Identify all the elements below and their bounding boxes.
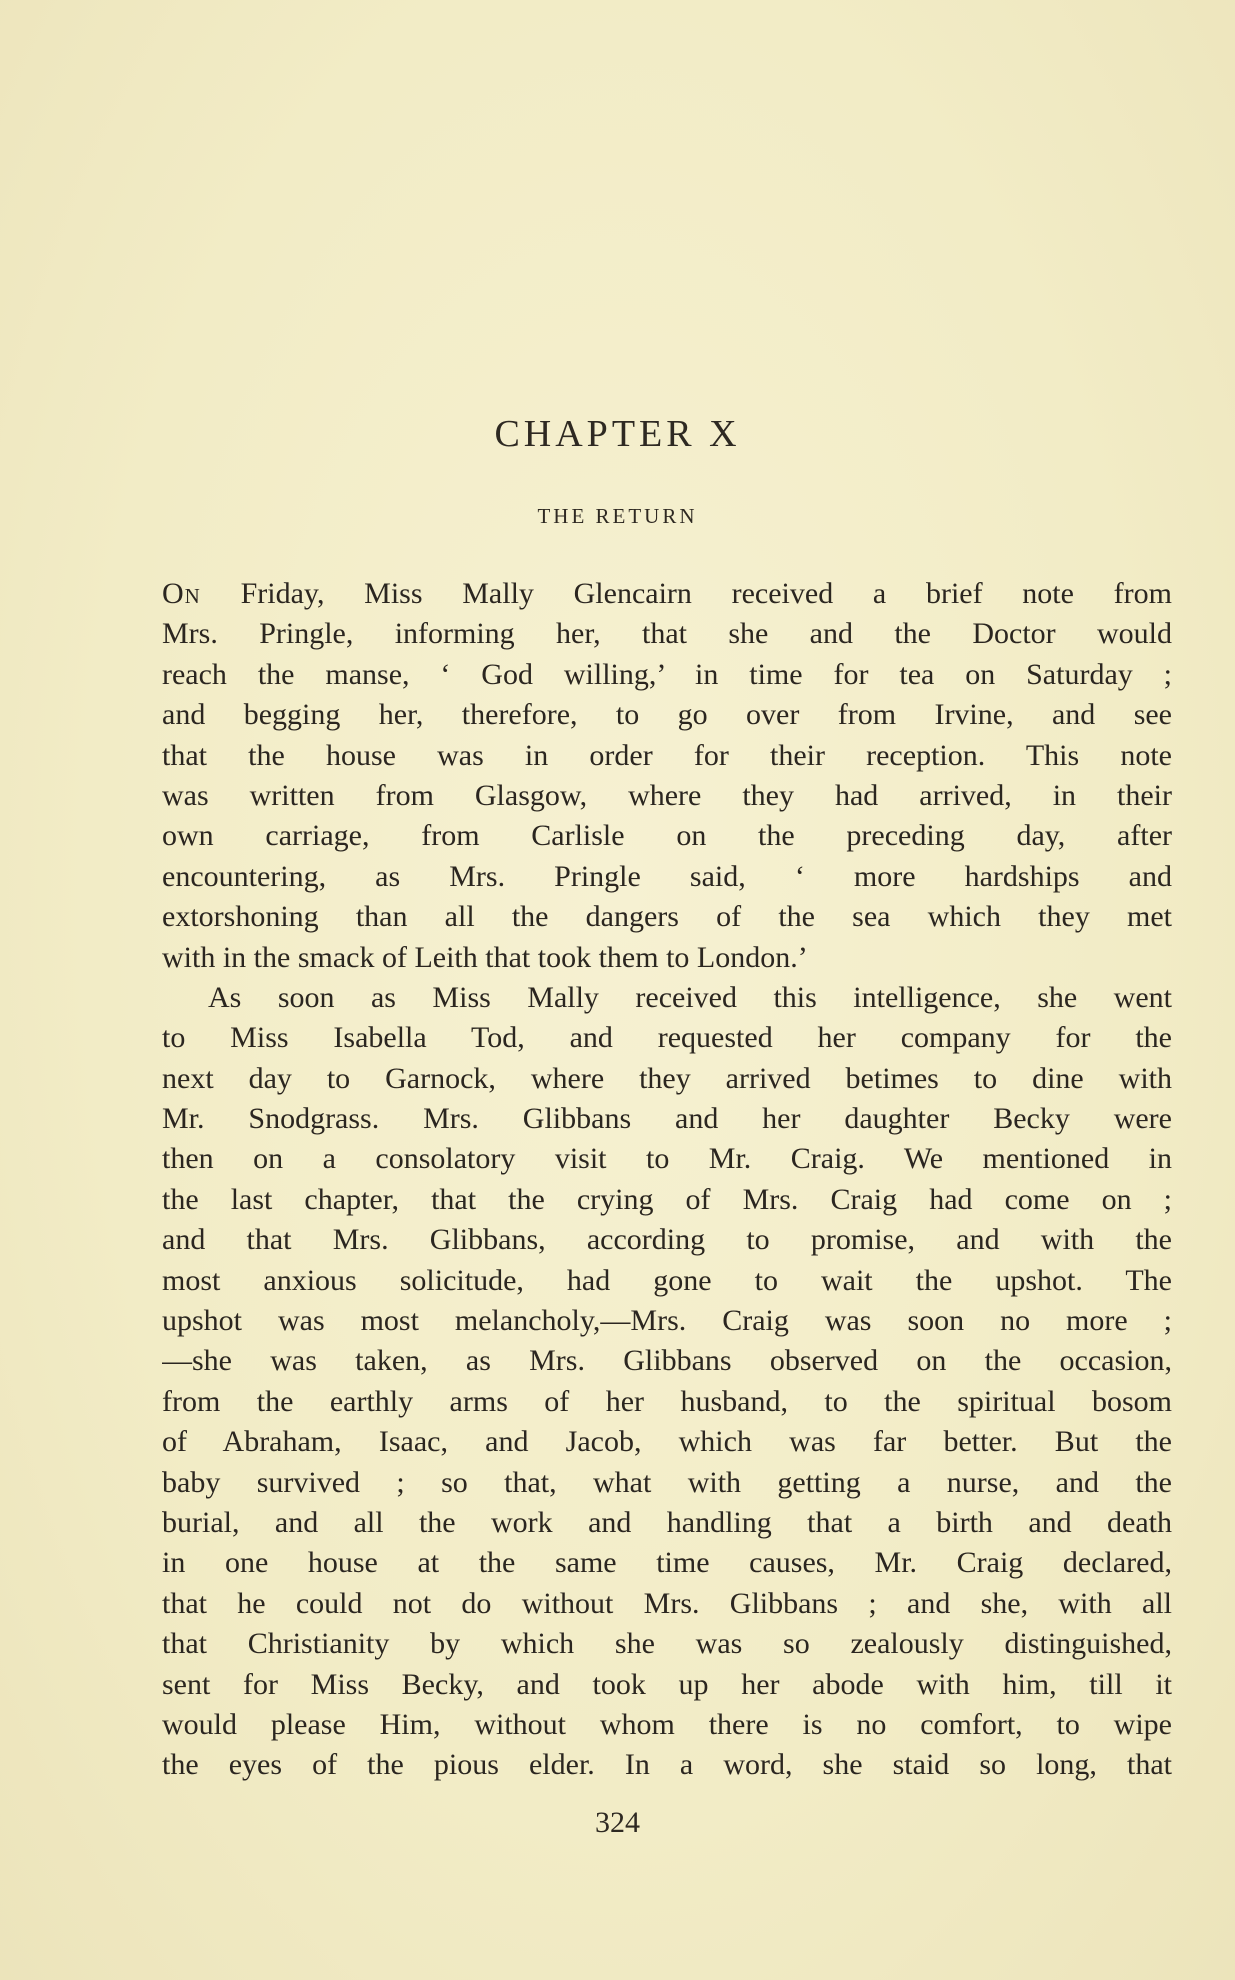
text-line: the eyes of the pious elder. In a word, she staid so long, that	[162, 1748, 1172, 1782]
text-line: baby survived ; so that, what with getting a nurse, and the	[162, 1465, 1172, 1499]
page-number: 324	[595, 1806, 640, 1839]
body-text	[162, 574, 1172, 1786]
text-line: As soon as Miss Mally received this intelligence, she went	[208, 980, 1172, 1014]
text-line: the last chapter, that the crying of Mrs. Craig had come on ;	[162, 1182, 1172, 1216]
text-line: in one house at the same time causes, Mr. Craig declared,	[162, 1546, 1172, 1580]
opening-word: On	[162, 577, 201, 610]
text-line: to Miss Isabella Tod, and requested her company for the	[162, 1021, 1172, 1055]
text-line: from the earthly arms of her husband, to the spiritual bosom	[162, 1384, 1172, 1418]
text-line: that Christianity by which she was so zealously distinguished,	[162, 1627, 1172, 1661]
text-line: reach the manse, ‘ God willing,’ in time for tea on Saturday ;	[162, 657, 1172, 691]
text-line: would please Him, without whom there is no comfort, to wipe	[162, 1707, 1172, 1741]
text-line: was written from Glasgow, where they had arrived, in their	[162, 778, 1172, 812]
text-line: with in the smack of Leith that took them to London.’	[162, 940, 808, 974]
chapter-heading: CHAPTER X	[494, 413, 741, 455]
text-line: and that Mrs. Glibbans, according to promise, and with the	[162, 1223, 1172, 1257]
text-line: of Abraham, Isaac, and Jacob, which was far better. But the	[162, 1425, 1172, 1459]
text-line: that he could not do without Mrs. Glibbans ; and she, with all	[162, 1586, 1172, 1620]
text-line	[162, 574, 1172, 614]
text-line: own carriage, from Carlisle on the preceding day, after	[162, 819, 1172, 853]
text-line: next day to Garnock, where they arrived betimes to dine with	[162, 1061, 1172, 1095]
text-line: most anxious solicitude, had gone to wait the upshot. The	[162, 1263, 1172, 1297]
text-line: burial, and all the work and handling that a birth and death	[162, 1505, 1172, 1539]
text-line: —she was taken, as Mrs. Glibbans observed on the occasion,	[162, 1344, 1172, 1378]
text-line: sent for Miss Becky, and took up her abode with him, till it	[162, 1667, 1172, 1701]
text-line: and begging her, therefore, to go over from Irvine, and see	[162, 698, 1172, 732]
text-line: that the house was in order for their reception. This note	[162, 738, 1172, 772]
first-line-text: Friday, Miss Mally Glencairn received a brief note from	[200, 577, 1172, 610]
chapter-title: THE RETURN	[537, 504, 698, 528]
text-line: Mrs. Pringle, informing her, that she and the Doctor would	[162, 617, 1172, 651]
text-line: then on a consolatory visit to Mr. Craig. We mentioned in	[162, 1142, 1172, 1176]
text-line: encountering, as Mrs. Pringle said, ‘ more hardships and	[162, 859, 1172, 893]
text-line: upshot was most melancholy,—Mrs. Craig was soon no more ;	[162, 1304, 1172, 1338]
text-line: extorshoning than all the dangers of the sea which they met	[162, 900, 1172, 934]
text-line: Mr. Snodgrass. Mrs. Glibbans and her daughter Becky were	[162, 1102, 1172, 1136]
